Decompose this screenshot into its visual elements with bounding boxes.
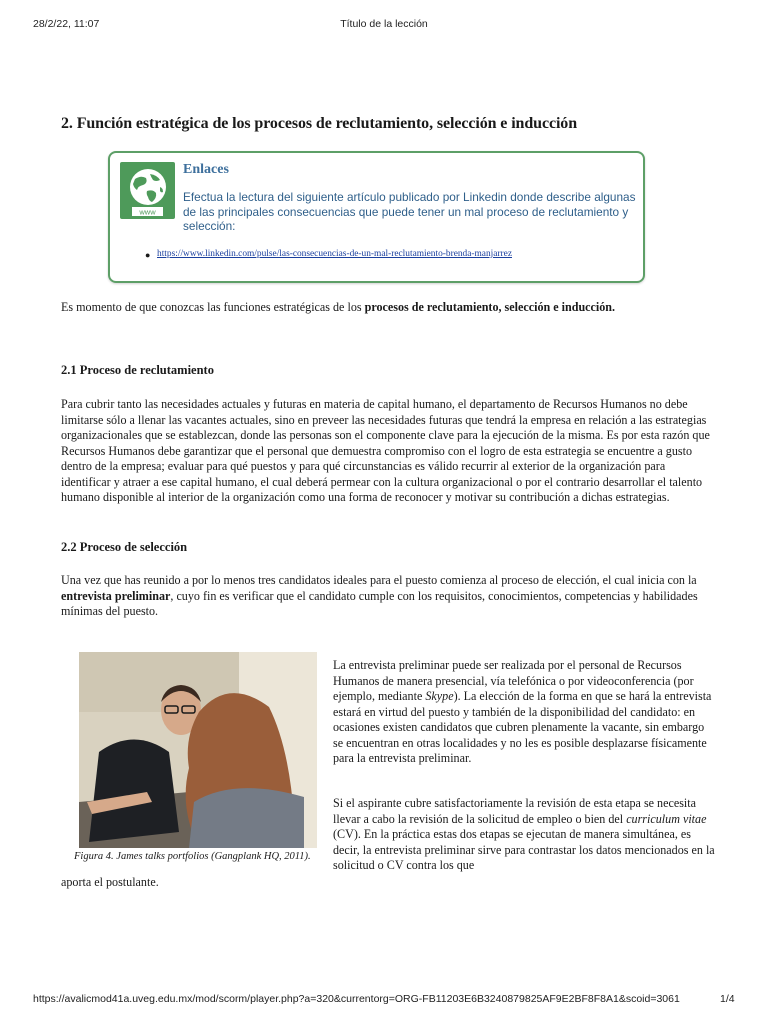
selection-p1-text: Una vez que has reunido a por lo menos tres candidatos ideales para el puesto comienza al proceso de elección, el cual inicia con la [61, 573, 697, 587]
section-title: 2. Función estratégica de los procesos de reclutamiento, selección e inducción [61, 115, 577, 132]
selection-p3-text-end: (CV). En la práctica estas dos etapas se ejecutan de manera simultánea, es decir, la entrevista preliminar sirve para contrastar los datos mencionados en la solicitud o CV contra los que [333, 827, 715, 872]
selection-p2-text-end: ). La elección de la forma en que se hará la entrevista estará en virtud del puesto y también de la disponibilidad del candidato: en ocasiones existen candidatos que cubren plenamente la vacante, sin embargo se encuentran en otras localidades y no les es posible desplazarse físicamente para la entrevista preliminar. [333, 689, 712, 765]
print-datetime: 28/2/22, 11:07 [33, 18, 100, 30]
globe-www-icon [120, 162, 175, 219]
selection-paragraph-2 [333, 658, 715, 767]
selection-heading: 2.2 Proceso de selección [61, 540, 188, 554]
selection-p3-text: Si el aspirante cubre satisfactoriamente la revisión de esta etapa se necesita llevar a cabo la revisión de la solicitud de empleo o bien del [333, 796, 696, 826]
intro-bold: procesos de reclutamiento, selección e inducción. [364, 300, 616, 314]
links-description: Efectua la lectura del siguiente artículo publicado por Linkedin donde describe algunas de las principales consecuencias que puede tener un mal proceso de reclutamiento y selección: [183, 190, 636, 234]
selection-paragraph-1 [61, 573, 716, 620]
recruitment-paragraph: Para cubrir tanto las necesidades actuales y futuras en materia de capital humano, el departamento de Recursos Humanos no debe limitarse sólo a llenar las vacantes actuales, sino en preveer las necesidades futuras que tendrá la empresa en relación a las estrategias organizacionales que se establezcan, donde las personas son el componente clave para la ejecución de la misma. Es por esta razón que Recursos Humanos debe garantizar que el personal que demuestra compromiso con el logro de esta estrategia se encuentre a gusto dentro de la empresa; evaluar para qué puestos y para qué circunstancias es válido recurrir al exterior de la organización para identificar y atraer a ese capital humano, el cual deberá permear con la cultura organizacional o por el contrario desarrollar el talento humano disponible al interior de la organización como una forma de reconocer y motivar su contribución a dichas estrategias. [61, 397, 710, 504]
print-page-number: 1/4 [720, 993, 735, 1005]
print-page-title: Título de la lección [340, 18, 428, 30]
interview-photo [79, 652, 317, 848]
selection-p2-text: La entrevista preliminar puede ser realizada por el personal de Recursos Humanos de manera presencial, vía telefónica o por videoconferencia (por ejemplo, mediante [333, 658, 694, 703]
www-label: www [139, 207, 156, 217]
recruitment-heading: 2.1 Proceso de reclutamiento [61, 363, 214, 377]
print-url: https://avalicmod41a.uveg.edu.mx/mod/scorm/player.php?a=320&currentorg=ORG-FB11203E6B3240879825AF9E2BF8F8A1&scoid=3061 [33, 993, 680, 1005]
selection-paragraph-3-continued: aporta el postulante. [61, 875, 159, 889]
selection-p1-bold: entrevista preliminar [61, 588, 171, 603]
figure-caption: Figura 4. James talks portfolios (Gangplank HQ, 2011). [74, 851, 311, 862]
selection-p1-text-end: , cuyo fin es verificar que el candidato cumple con los requisitos, conocimientos, competencias y habilidades mínimas del puesto. [61, 588, 698, 618]
intro-text: Es momento de que conozcas las funciones estratégicas de los [61, 300, 365, 314]
intro-paragraph [61, 300, 721, 316]
links-heading: Enlaces [183, 162, 229, 177]
list-bullet: ● [145, 250, 151, 260]
selection-p3-italic: curriculum vitae [626, 811, 707, 826]
linkedin-article-link[interactable]: https://www.linkedin.com/pulse/las-consecuencias-de-un-mal-reclutamiento-brenda-manjarrez [157, 249, 512, 259]
links-box [108, 151, 645, 283]
selection-paragraph-3 [333, 796, 715, 874]
selection-p2-italic: Skype [425, 689, 454, 703]
